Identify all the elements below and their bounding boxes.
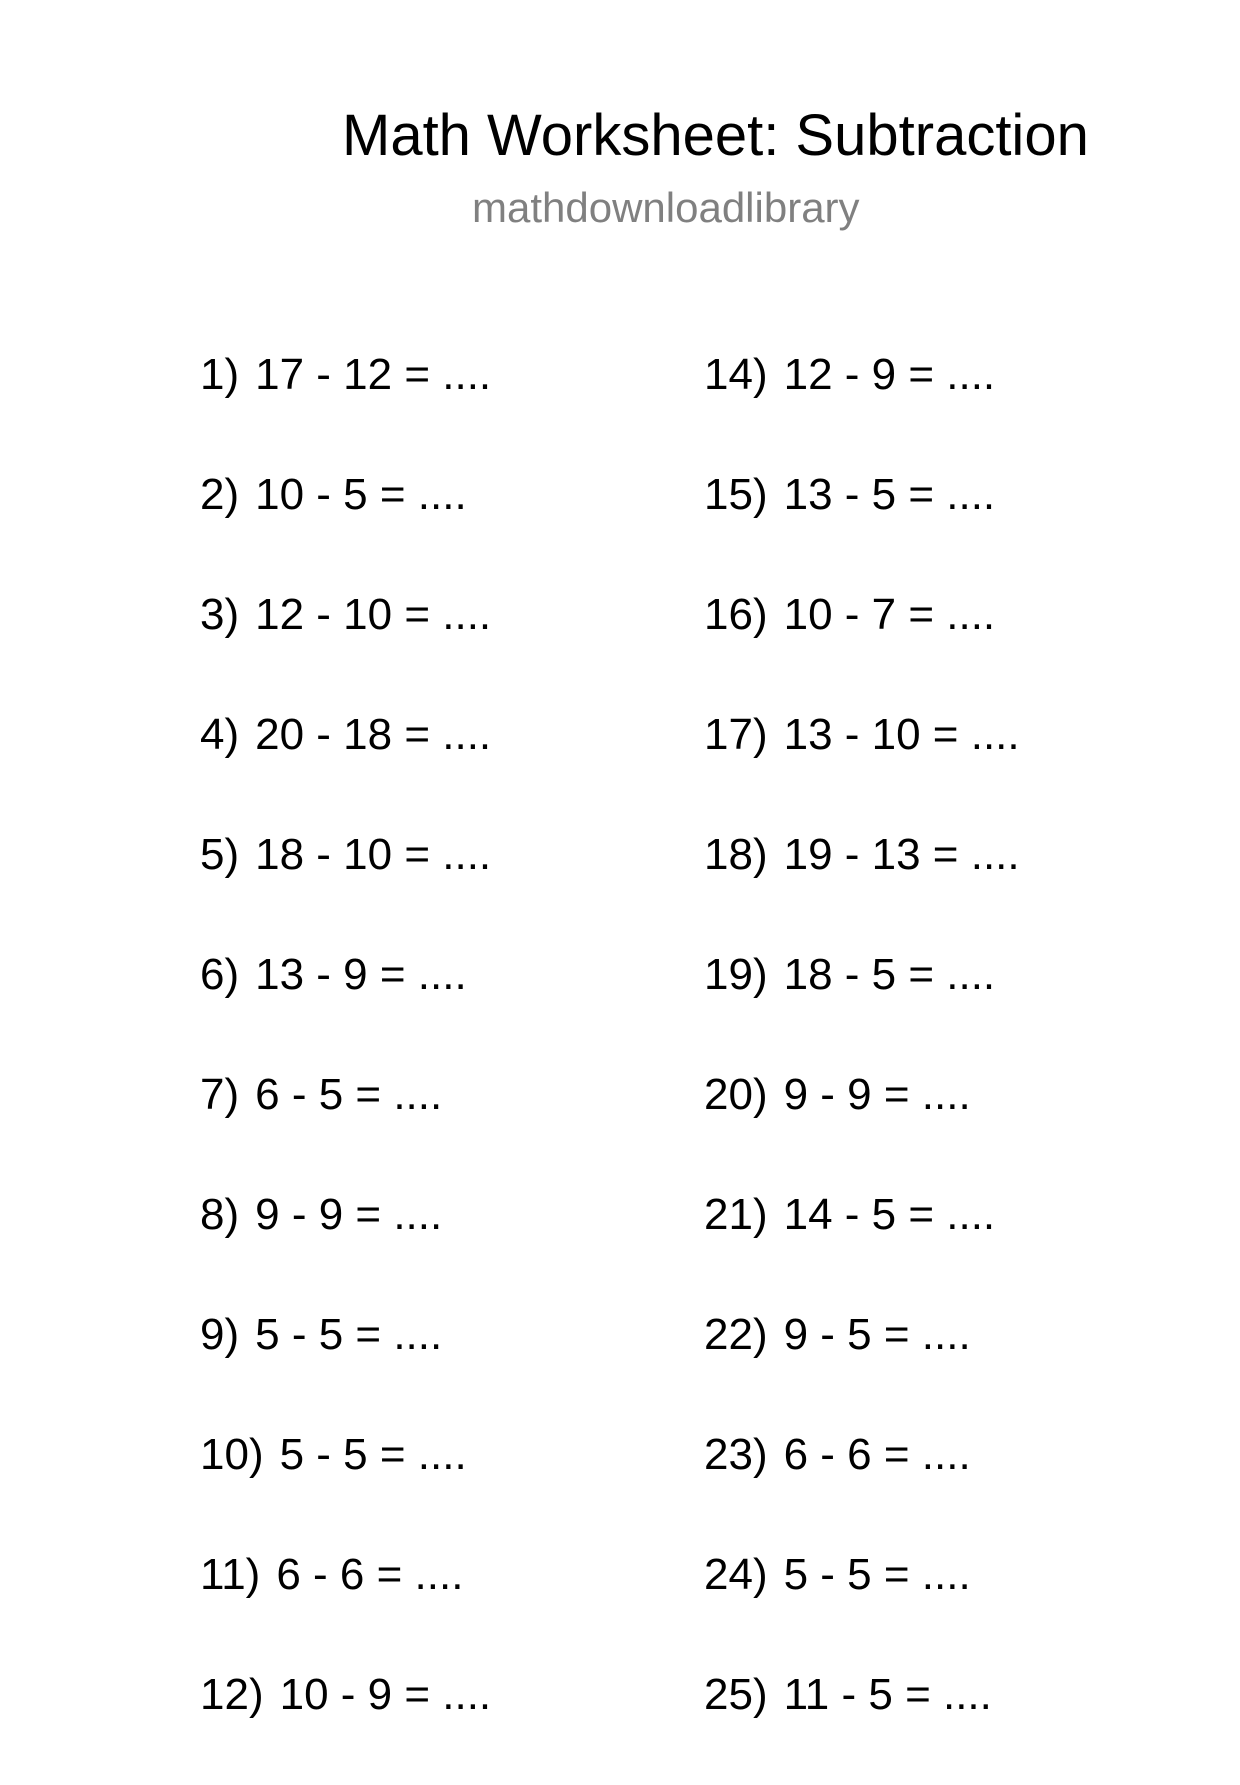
problem-item xyxy=(704,1305,1020,1425)
problem-item xyxy=(200,1425,491,1545)
problem-item xyxy=(704,1065,1020,1185)
problem-number: 4) xyxy=(200,710,240,759)
problem-expression: 5 - 5 = .... xyxy=(279,1430,467,1479)
problem-number: 11) xyxy=(200,1550,261,1599)
problem-expression: 9 - 5 = .... xyxy=(783,1310,971,1359)
problem-expression: 6 - 5 = .... xyxy=(255,1070,443,1119)
problem-expression: 13 - 5 = .... xyxy=(783,470,996,519)
problem-number: 1) xyxy=(200,350,240,399)
problem-expression: 14 - 5 = .... xyxy=(783,1190,996,1239)
problem-item xyxy=(704,945,1020,1065)
problem-item xyxy=(200,825,491,945)
problem-number: 19) xyxy=(704,950,768,999)
problem-expression: 17 - 12 = .... xyxy=(255,350,492,399)
problem-item xyxy=(200,945,491,1065)
problem-item xyxy=(200,1065,491,1185)
problem-expression: 11 - 5 = .... xyxy=(783,1670,992,1719)
problem-expression: 20 - 18 = .... xyxy=(255,710,492,759)
problem-number: 8) xyxy=(200,1190,240,1239)
page-title: Math Worksheet: Subtraction xyxy=(342,103,1089,168)
problems-column-left xyxy=(200,345,491,1785)
problem-expression: 18 - 10 = .... xyxy=(255,830,492,879)
problem-number: 5) xyxy=(200,830,240,879)
problem-number: 9) xyxy=(200,1310,240,1359)
problem-expression: 5 - 5 = .... xyxy=(783,1550,971,1599)
problem-number: 21) xyxy=(704,1190,768,1239)
problem-expression: 6 - 6 = .... xyxy=(783,1430,971,1479)
problem-number: 23) xyxy=(704,1430,768,1479)
problem-item xyxy=(200,705,491,825)
problem-item xyxy=(704,1665,1020,1785)
problem-expression: 12 - 10 = .... xyxy=(255,590,492,639)
problem-item xyxy=(704,705,1020,825)
problem-expression: 13 - 9 = .... xyxy=(255,950,467,999)
problem-item xyxy=(200,345,491,465)
problem-expression: 9 - 9 = .... xyxy=(783,1070,971,1119)
problem-item xyxy=(704,1185,1020,1305)
problem-expression: 6 - 6 = .... xyxy=(276,1550,464,1599)
problem-number: 7) xyxy=(200,1070,240,1119)
problem-item xyxy=(704,1545,1020,1665)
problem-number: 12) xyxy=(200,1670,264,1719)
problem-item xyxy=(200,585,491,705)
problem-number: 20) xyxy=(704,1070,768,1119)
problem-number: 16) xyxy=(704,590,768,639)
problem-expression: 9 - 9 = .... xyxy=(255,1190,443,1239)
problem-item xyxy=(704,585,1020,705)
page-subtitle: mathdownloadlibrary xyxy=(472,184,860,231)
problem-number: 14) xyxy=(704,350,768,399)
problem-expression: 19 - 13 = .... xyxy=(783,830,1020,879)
problem-expression: 5 - 5 = .... xyxy=(255,1310,443,1359)
problem-number: 3) xyxy=(200,590,240,639)
problem-number: 2) xyxy=(200,470,240,519)
problem-item xyxy=(200,1545,491,1665)
problem-number: 10) xyxy=(200,1430,264,1479)
problem-number: 6) xyxy=(200,950,240,999)
problem-expression: 13 - 10 = .... xyxy=(783,710,1020,759)
problem-number: 15) xyxy=(704,470,768,519)
problem-item xyxy=(200,1305,491,1425)
problem-number: 24) xyxy=(704,1550,768,1599)
problem-expression: 18 - 5 = .... xyxy=(783,950,996,999)
problem-item xyxy=(704,825,1020,945)
problem-number: 18) xyxy=(704,830,768,879)
problem-expression: 12 - 9 = .... xyxy=(783,350,996,399)
problem-expression: 10 - 7 = .... xyxy=(783,590,996,639)
problem-number: 22) xyxy=(704,1310,768,1359)
problem-item xyxy=(200,1665,491,1785)
problem-number: 17) xyxy=(704,710,768,759)
problem-expression: 10 - 9 = .... xyxy=(279,1670,492,1719)
problems-column-right xyxy=(704,345,1020,1785)
problem-item xyxy=(200,465,491,585)
problem-number: 25) xyxy=(704,1670,768,1719)
problem-item xyxy=(704,465,1020,585)
problem-expression: 10 - 5 = .... xyxy=(255,470,467,519)
problem-item xyxy=(200,1185,491,1305)
problem-item xyxy=(704,345,1020,465)
problem-item xyxy=(704,1425,1020,1545)
